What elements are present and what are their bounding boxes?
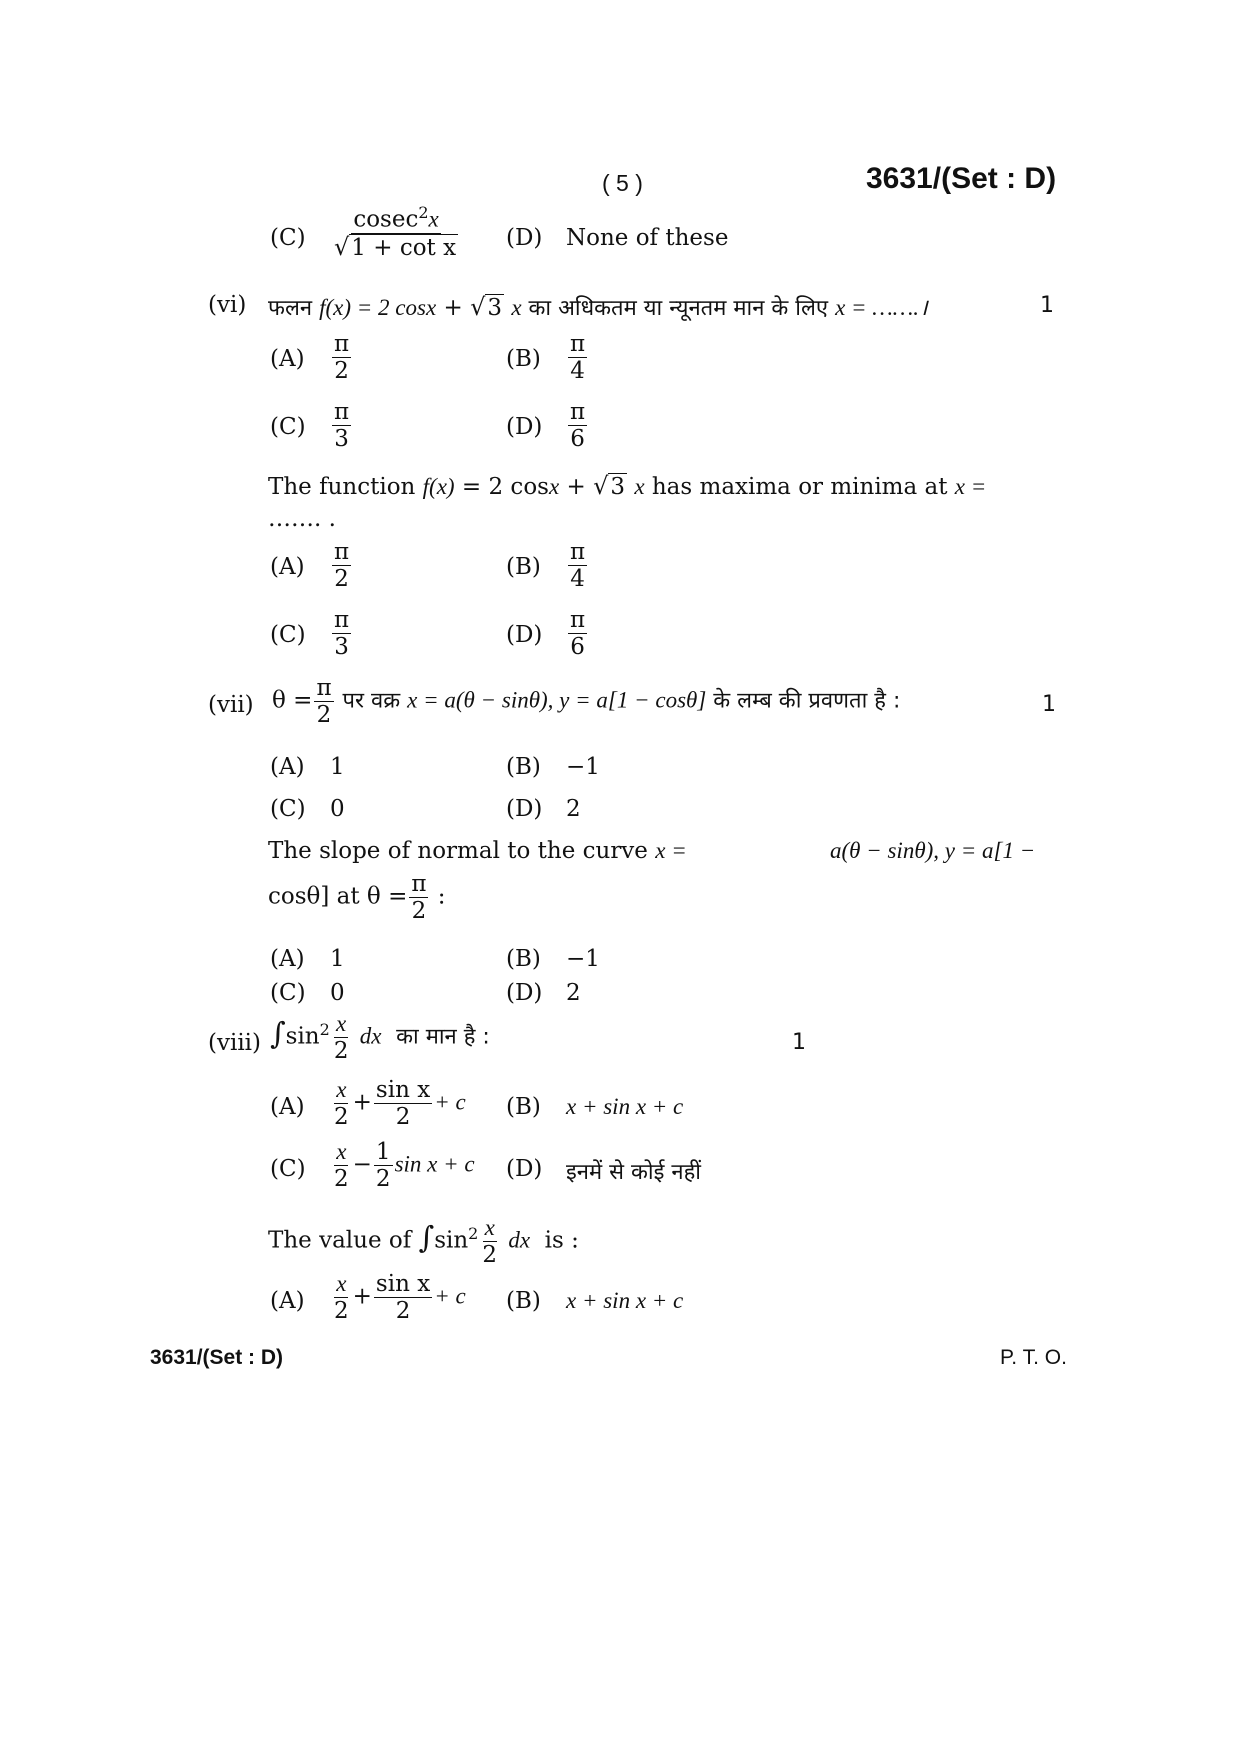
- q8h-opt-a-value: $\frac{x}{2}$ + $\frac{\text{sin x}}{2}$ + c: [334, 1077, 466, 1131]
- q7-marks: 1: [1042, 692, 1056, 717]
- q7h-opt-a-label: (A): [270, 754, 305, 780]
- q8h-opt-c-value: $\frac{x}{2}$ − $\frac{1}{2}$ sin x + c: [334, 1139, 475, 1193]
- q7e-opt-b-value: −1: [566, 946, 600, 972]
- q8e-opt-b-value: x + sin x + c: [566, 1288, 684, 1313]
- set-code-header: 3631/(Set : D): [866, 162, 1057, 195]
- q6h-opt-d-label: (D): [506, 414, 543, 440]
- prev-opt-d-text: None of these: [566, 225, 729, 251]
- q8h-opt-d-label: (D): [506, 1156, 543, 1182]
- q6h-opt-c-label: (C): [270, 414, 306, 440]
- q7h-opt-c-label: (C): [270, 796, 306, 822]
- q8h-opt-c-label: (C): [270, 1156, 306, 1182]
- prev-opt-d-label: (D): [506, 225, 543, 251]
- prev-opt-c-label: (C): [270, 225, 306, 251]
- footer-pto: P. T. O.: [1000, 1346, 1067, 1369]
- prev-opt-c-expression: $\frac{cosec^2x}{\text{√1 + cot x}}$: [334, 203, 457, 261]
- page-number: ( 5 ): [602, 170, 643, 196]
- q8h-opt-b-label: (B): [506, 1094, 541, 1120]
- q7h-opt-d-label: (D): [506, 796, 543, 822]
- q6e-opt-d-value: $\frac{\pi}{6}$: [570, 607, 586, 661]
- q6h-opt-c-value: $\frac{\pi}{3}$: [334, 399, 350, 453]
- q8-hindi-question: $\int\sin^2$ $\frac{x}{2}$ dx का मान है :: [270, 1011, 490, 1065]
- q6e-opt-a-value: $\frac{\pi}{2}$: [334, 539, 350, 593]
- footer-set-code: 3631/(Set : D): [150, 1346, 284, 1369]
- q6-number: (vi): [208, 292, 247, 318]
- q8-english-question: The value of $\int\sin^2$ $\frac{x}{2}$ dx is :: [268, 1215, 579, 1269]
- q7-hindi-question: θ = $\frac{\pi}{2}$ पर वक्र x = a(θ − sinθ), y = a[1 − cosθ] के लम्ब की प्रवणता है :: [272, 675, 901, 729]
- q6h-opt-a-label: (A): [270, 346, 305, 372]
- q7e-opt-b-label: (B): [506, 946, 541, 972]
- q7e-opt-a-label: (A): [270, 946, 305, 972]
- q8e-opt-a-value: $\frac{x}{2}$ + $\frac{\text{sin x}}{2}$ + c: [334, 1271, 466, 1325]
- q6e-opt-b-value: $\frac{\pi}{4}$: [570, 539, 586, 593]
- q6e-opt-c-label: (C): [270, 622, 306, 648]
- q7h-opt-c-value: 0: [330, 796, 345, 822]
- q7h-opt-b-value: −1: [566, 754, 600, 780]
- q7-english-line1: The slope of normal to the curve x =: [268, 838, 687, 864]
- q6-marks: 1: [1040, 293, 1054, 318]
- q7e-opt-d-value: 2: [566, 980, 581, 1006]
- q8e-opt-a-label: (A): [270, 1288, 305, 1314]
- q6h-opt-a-value: $\frac{\pi}{2}$: [334, 331, 350, 385]
- q6e-opt-a-label: (A): [270, 554, 305, 580]
- q6h-opt-d-value: $\frac{\pi}{6}$: [570, 399, 586, 453]
- q7e-opt-c-label: (C): [270, 980, 306, 1006]
- q8e-opt-b-label: (B): [506, 1288, 541, 1314]
- q7e-opt-d-label: (D): [506, 980, 543, 1006]
- q6-english-dots: ……. .: [268, 506, 336, 532]
- q7-english-line1-right: a(θ − sinθ), y = a[1 −: [830, 838, 1036, 863]
- q6h-opt-b-value: $\frac{\pi}{4}$: [570, 331, 586, 385]
- q8-marks: 1: [792, 1030, 806, 1055]
- q8h-opt-a-label: (A): [270, 1094, 305, 1120]
- q6e-opt-d-label: (D): [506, 622, 543, 648]
- q7h-opt-a-value: 1: [330, 754, 345, 780]
- q8h-opt-d-value: इनमें से कोई नहीं: [566, 1160, 702, 1185]
- q7e-opt-a-value: 1: [330, 946, 345, 972]
- q7e-opt-c-value: 0: [330, 980, 345, 1006]
- q6-english-question: The function f(x) = 2 cosx + √3 x has maxima or minima at x =: [268, 472, 987, 500]
- q6e-opt-c-value: $\frac{\pi}{3}$: [334, 607, 350, 661]
- q7h-opt-b-label: (B): [506, 754, 541, 780]
- q6h-opt-b-label: (B): [506, 346, 541, 372]
- q7-english-line2: cosθ] at θ = $\frac{\pi}{2}$ :: [268, 871, 446, 925]
- q8h-opt-b-value: x + sin x + c: [566, 1094, 684, 1119]
- q6-hindi-question: फलन f(x) = 2 cosx + √3 x का अधिकतम या न्यूनतम मान के लिए x = …….।: [268, 293, 928, 321]
- q7-number: (vii): [208, 692, 254, 718]
- q6e-opt-b-label: (B): [506, 554, 541, 580]
- q7h-opt-d-value: 2: [566, 796, 581, 822]
- q8-number: (viii): [208, 1030, 262, 1056]
